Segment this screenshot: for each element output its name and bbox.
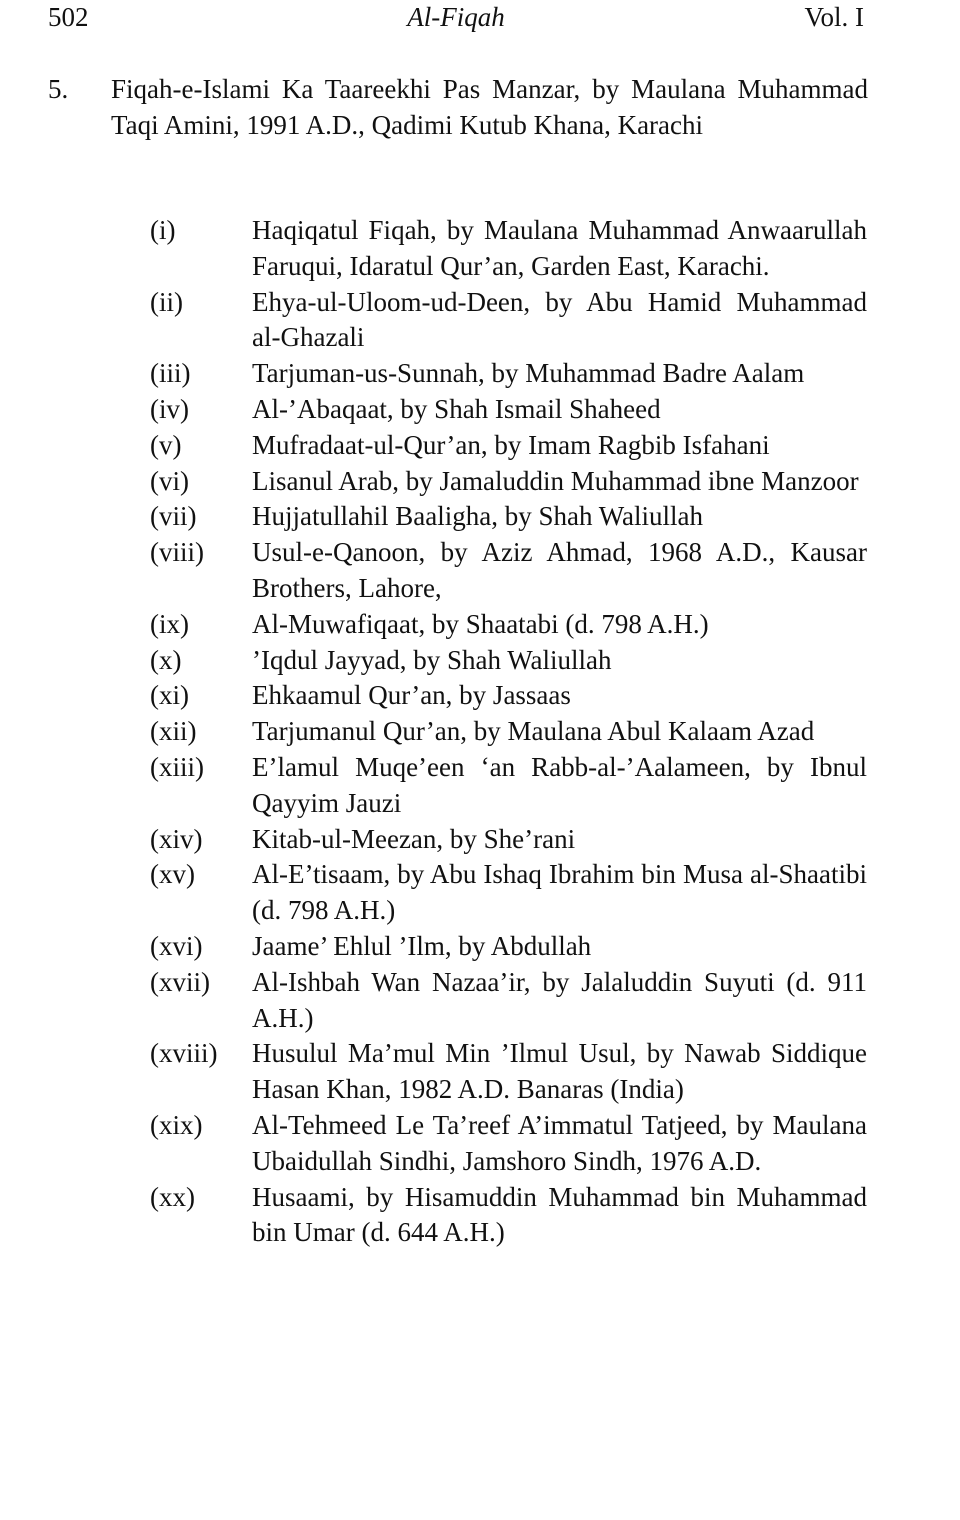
item-label: (xii)	[150, 716, 197, 747]
item-label: (iii)	[150, 358, 191, 389]
running-header	[48, 0, 864, 36]
volume-label: Vol. I	[804, 2, 864, 32]
item-text: Tarjumanul Qur’an, by Maulana Abul Kalaam Azad	[252, 716, 815, 747]
item-text: Al-Muwafiqaat, by Shaatabi (d. 798 A.H.)	[252, 608, 709, 639]
item-label: (ii)	[150, 286, 183, 317]
list-item	[0, 392, 960, 428]
page-number: 502	[48, 2, 89, 32]
list-item	[0, 535, 960, 607]
item-label: (xiv)	[150, 823, 203, 854]
item-label: (xx)	[150, 1181, 195, 1212]
item-label: (xi)	[150, 680, 189, 711]
list-item	[0, 428, 960, 464]
item-text: Ehya-ul-Uloom-ud-Deen, by Abu Hamid Muhammad al-Ghazali	[252, 286, 867, 353]
entry-text: Fiqah-e-Islami Ka Taareekhi Pas Manzar, by Maulana Muhammad Taqi Amini, 1991 A.D., Qadimi Kutub Khana, Karachi	[111, 74, 868, 140]
item-text: Usul-e-Qanoon, by Aziz Ahmad, 1968 A.D., Kausar Brothers, Lahore,	[252, 537, 867, 603]
list-item	[0, 857, 960, 929]
item-text: Hujjatullahil Baaligha, by Shah Waliullah	[252, 501, 703, 532]
item-text: Al-’Abaqaat, by Shah Ismail Shaheed	[252, 393, 661, 424]
list-item	[0, 714, 960, 750]
list-item	[0, 678, 960, 714]
numbered-entry	[48, 72, 868, 143]
item-label: (xviii)	[150, 1038, 218, 1069]
item-text: Jaame’ Ehlul ’Ilm, by Abdullah	[252, 930, 592, 961]
list-item	[0, 464, 960, 500]
list-item	[0, 356, 960, 392]
item-text: Haqiqatul Fiqah, by Maulana Muhammad Anwaarullah Faruqui, Idaratul Qur’an, Garden East, Karachi.	[252, 215, 867, 281]
entry-number: 5.	[48, 74, 69, 104]
list-item	[0, 285, 960, 357]
reference-sublist	[0, 213, 960, 1251]
list-item	[0, 965, 960, 1037]
item-text: Husaami, by Hisamuddin Muhammad bin Muhammad bin Umar (d. 644 A.H.)	[252, 1181, 867, 1248]
list-item	[0, 750, 960, 822]
item-label: (v)	[150, 429, 182, 460]
item-label: (xix)	[150, 1109, 203, 1140]
item-text: Lisanul Arab, by Jamaluddin Muhammad ibne Manzoor	[252, 465, 859, 496]
item-label: (iv)	[150, 393, 189, 424]
item-text: E’lamul Muqe’een ‘an Rabb-al-’Aalameen, by Ibnul Qayyim Jauzi	[252, 751, 867, 818]
item-label: (x)	[150, 644, 182, 675]
item-text: ’Iqdul Jayyad, by Shah Waliullah	[252, 644, 612, 675]
item-text: Al-Ishbah Wan Nazaa’ir, by Jalaluddin Suyuti (d. 911 A.H.)	[252, 966, 867, 1033]
running-title: Al-Fiqah	[407, 2, 505, 32]
list-item	[0, 822, 960, 858]
list-item	[0, 1108, 960, 1180]
item-label: (xv)	[150, 859, 195, 890]
item-text: Tarjuman-us-Sunnah, by Muhammad Badre Aalam	[252, 358, 805, 389]
item-label: (xiii)	[150, 751, 204, 782]
list-item	[0, 499, 960, 535]
list-item	[0, 929, 960, 965]
item-label: (xvi)	[150, 930, 203, 961]
item-text: Al-Tehmeed Le Ta’reef A’immatul Tatjeed, by Maulana Ubaidullah Sindhi, Jamshoro Sindh, 1976 A.D.	[252, 1109, 867, 1176]
item-text: Al-E’tisaam, by Abu Ishaq Ibrahim bin Musa al-Shaatibi (d. 798 A.H.)	[252, 859, 867, 926]
list-item	[0, 643, 960, 679]
item-label: (vi)	[150, 465, 189, 496]
item-label: (viii)	[150, 537, 204, 568]
list-item	[0, 1036, 960, 1108]
item-text: Husulul Ma’mul Min ’Ilmul Usul, by Nawab Siddique Hasan Khan, 1982 A.D. Banaras (India)	[252, 1038, 867, 1105]
list-item	[0, 607, 960, 643]
item-label: (ix)	[150, 608, 189, 639]
item-label: (xvii)	[150, 966, 210, 997]
item-label: (i)	[150, 215, 176, 245]
list-item	[0, 213, 960, 285]
list-item	[0, 1180, 960, 1252]
item-label: (vii)	[150, 501, 197, 532]
item-text: Ehkaamul Qur’an, by Jassaas	[252, 680, 571, 711]
item-text: Mufradaat-ul-Qur’an, by Imam Ragbib Isfahani	[252, 429, 770, 460]
item-text: Kitab-ul-Meezan, by She’rani	[252, 823, 576, 854]
